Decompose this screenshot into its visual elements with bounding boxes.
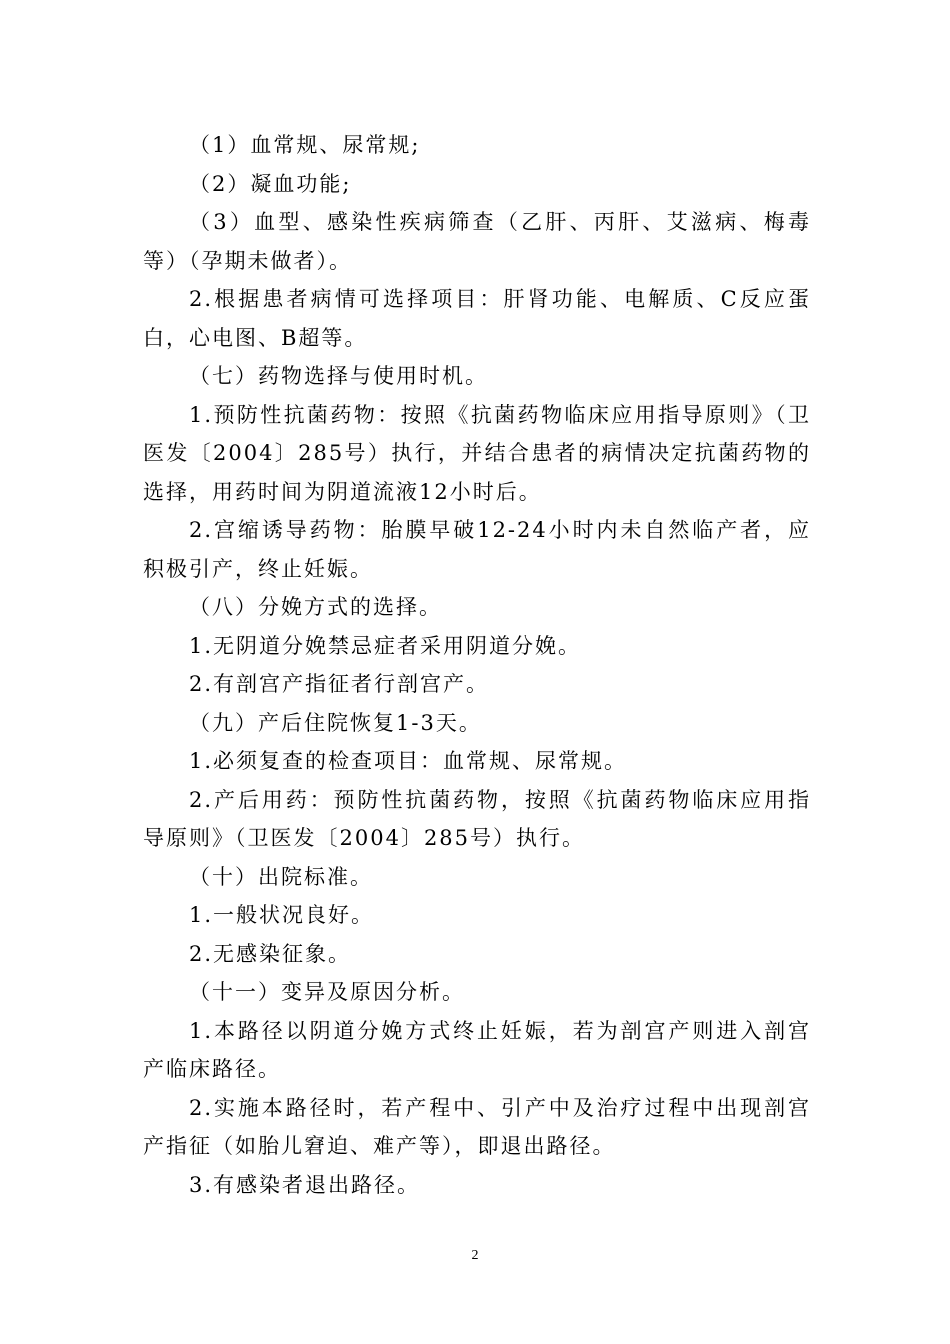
paragraph-general-condition: 1.一般状况良好。 (189, 903, 375, 927)
paragraph-cesarean-pathway: 1.本路径以阴道分娩方式终止妊娠，若为剖宫产则进入剖宫产临床路径。 (143, 1018, 811, 1081)
paragraph-blood-urine-routine: （1）血常规、尿常规; (189, 133, 421, 157)
document-body (143, 126, 811, 1204)
section-heading-medication: （七）药物选择与使用时机。 (189, 364, 488, 388)
section-heading-delivery-method: （八）分娩方式的选择。 (189, 595, 442, 619)
paragraph-coagulation: （2）凝血功能; (189, 171, 352, 196)
paragraph-optional-tests: 2.根据患者病情可选择项目：肝肾功能、电解质、C反应蛋白，心电图、B超等。 (143, 287, 811, 350)
paragraph-cesarean: 2.有剖宫产指征者行剖宫产。 (189, 672, 490, 696)
paragraph-infection-exit: 3.有感染者退出路径。 (189, 1172, 421, 1197)
section-heading-variation-analysis: （十一）变异及原因分析。 (189, 980, 465, 1004)
paragraph-prophylactic-antibiotics: 1.预防性抗菌药物：按照《抗菌药物临床应用指导原则》（卫医发〔2004〕285号）执行，并结合患者的病情决定抗菌药物的选择，用药时间为阴道流液12小时后。 (143, 402, 811, 504)
paragraph-no-infection: 2.无感染征象。 (189, 941, 352, 966)
section-heading-discharge-criteria: （十）出院标准。 (189, 864, 373, 889)
paragraph-blood-type-screening: （3）血型、感染性疾病筛查（乙肝、丙肝、艾滋病、梅毒等）（孕期未做者）。 (143, 210, 811, 273)
paragraph-uterotonic-drugs: 2.宫缩诱导药物：胎膜早破12-24小时内未自然临产者，应积极引产，终止妊娠。 (143, 518, 811, 581)
paragraph-exit-pathway: 2.实施本路径时，若产程中、引产中及治疗过程中出现剖宫产指征（如胎儿窘迫、难产等），即退出路径。 (143, 1095, 811, 1158)
paragraph-required-rechecks: 1.必须复查的检查项目：血常规、尿常规。 (189, 749, 628, 773)
section-heading-postpartum-stay: （九）产后住院恢复1-3天。 (189, 710, 482, 735)
paragraph-postpartum-medication: 2.产后用药：预防性抗菌药物，按照《抗菌药物临床应用指导原则》（卫医发〔2004〕285号）执行。 (143, 787, 811, 850)
paragraph-vaginal-delivery: 1.无阴道分娩禁忌症者采用阴道分娩。 (189, 633, 582, 658)
page-number: 2 (471, 1248, 479, 1263)
